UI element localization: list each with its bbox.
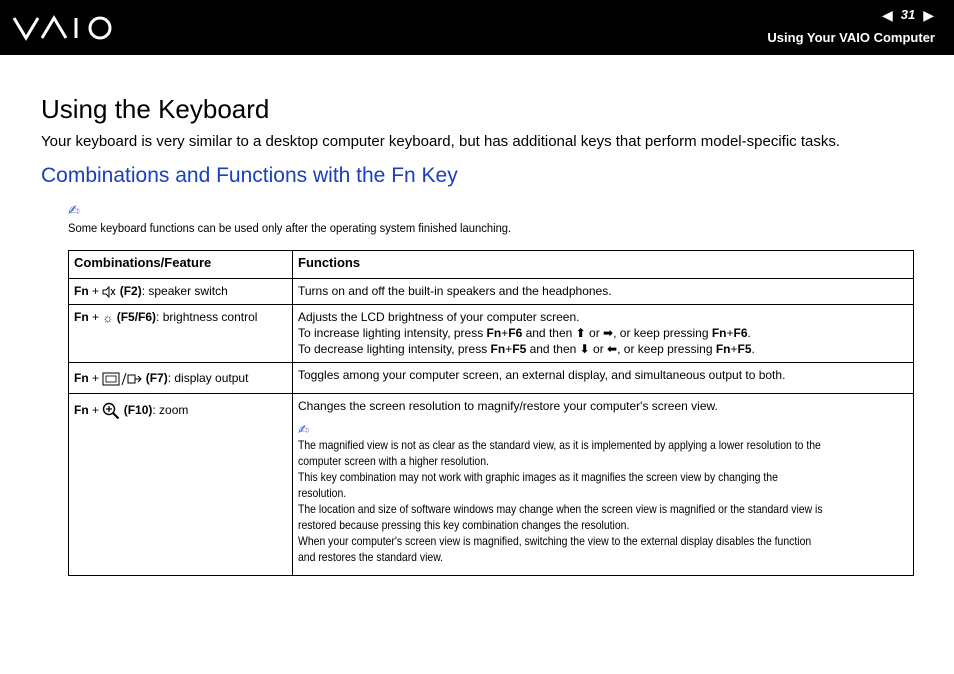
pencil-note-icon: ✍ [68, 202, 80, 218]
column-header-functions: Functions [293, 251, 914, 279]
arrow-left-icon: ⬅ [607, 342, 618, 356]
triangle-right-icon[interactable]: ▶ [923, 6, 934, 23]
table-row [69, 363, 914, 394]
fn-key-table [68, 250, 914, 576]
arrow-up-icon: ⬆ [575, 326, 586, 340]
zoom-note-3: The location and size of software windows may change when the screen view is magnified or the standard view is restored because pressing this key combination changes the resolution. [298, 502, 823, 532]
function-cell: Turns on and off the built-in speakers and the headphones. [293, 279, 914, 305]
speaker-mute-icon [102, 286, 116, 298]
lcd-display-icon [102, 372, 142, 386]
combination-cell: Fn + (F7): display output [69, 363, 293, 394]
combination-cell: Fn + ☼ (F5/F6): brightness control [69, 305, 293, 363]
combination-cell: Fn + (F10): zoom [69, 394, 293, 576]
section-title: Using Your VAIO Computer [767, 30, 935, 45]
note-block [68, 203, 550, 236]
note-text: Some keyboard functions can be used only after the operating system finished launching. [68, 221, 512, 235]
sun-icon: ☼ [102, 310, 114, 325]
increase-instruction: To increase lighting intensity, press Fn+F6 and then ⬆ or ➡, or keep pressing Fn+F6. [298, 326, 751, 340]
page-number: 31 [900, 7, 916, 22]
column-header-combinations: Combinations/Feature [69, 251, 293, 279]
pencil-note-icon: ✍ [298, 422, 309, 437]
arrow-right-icon: ➡ [603, 326, 614, 340]
arrow-down-icon: ⬇ [579, 342, 590, 356]
zoom-note-4: When your computer's screen view is magnified, switching the view to the external display disables the function and restores the standard view. [298, 534, 812, 564]
section-subtitle: Combinations and Functions with the Fn Key [41, 164, 458, 187]
function-cell: Adjusts the LCD brightness of your computer screen. To increase lighting intensity, press Fn+F6 and then ⬆ or ➡, or keep pressing Fn+F6. To decrease lighting intensity, press Fn+F5 and then ⬇ or ⬅, or keep pressing Fn+F5. [293, 305, 914, 363]
zoom-note-2: This key combination may not work with graphic images as it magnifies the screen view by changing the resolution. [298, 470, 778, 500]
page-title: Using the Keyboard [41, 94, 270, 124]
table-row [69, 279, 914, 305]
top-banner [0, 0, 954, 55]
zoom-note-1: The magnified view is not as clear as the standard view, as it is implemented by applying a lower resolution to the computer screen with a higher resolution. [298, 438, 821, 468]
triangle-left-icon[interactable]: ◀ [881, 6, 893, 23]
combination-cell: Fn + (F2): speaker switch [69, 279, 293, 305]
decrease-instruction: To decrease lighting intensity, press Fn+F5 and then ⬇ or ⬅, or keep pressing Fn+F5. [298, 342, 755, 356]
table-row [69, 305, 914, 363]
table-row [69, 394, 914, 576]
intro-paragraph: Your keyboard is very similar to a desktop computer keyboard, but has additional keys that perform model-specific tasks. [41, 133, 840, 150]
magnifier-plus-icon [102, 402, 120, 420]
function-cell: Changes the screen resolution to magnify/restore your computer's screen view. ✍ The magnified view is not as clear as the standard view, as it is implemented by applying a lower resolution to the computer screen with a higher resolution. This key combination may not work with graphic images as it magnifies the screen view by changing the resolution. The location and size of software windows may change when the screen view is magnified or the standard view is restored because pressing this key combination changes the resolution. When your computer's screen view is magnified, switching the view to the external display disables the function and restores the standard view. [293, 394, 914, 576]
table-header-row [69, 251, 914, 279]
page-navigation [882, 7, 934, 22]
function-cell: Toggles among your computer screen, an external display, and simultaneous output to both. [293, 363, 914, 394]
vaio-logo [12, 14, 120, 42]
